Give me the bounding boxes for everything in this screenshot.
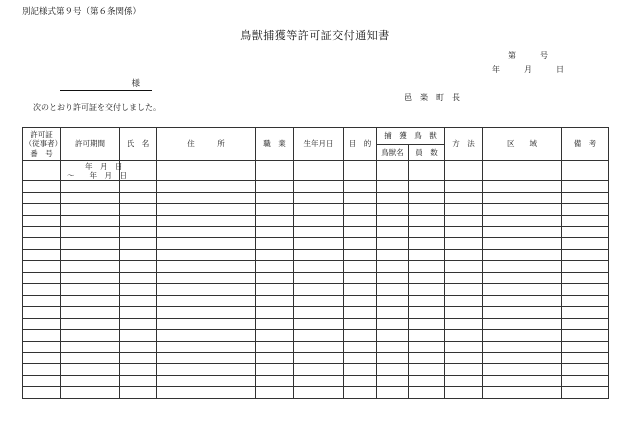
cell — [120, 215, 157, 226]
cell — [120, 181, 157, 192]
table-row — [23, 181, 609, 192]
cell — [61, 307, 120, 318]
cell — [445, 249, 483, 260]
header-count: 員 数 — [409, 144, 445, 161]
cell — [61, 352, 120, 363]
cell — [483, 215, 562, 226]
cell — [344, 204, 377, 215]
table-row — [23, 307, 609, 318]
table-row — [23, 261, 609, 272]
cell — [294, 204, 344, 215]
cell — [294, 261, 344, 272]
cell — [157, 330, 256, 341]
header-address: 住 所 — [157, 128, 256, 161]
cell — [120, 284, 157, 295]
cell — [120, 387, 157, 399]
cell — [483, 341, 562, 352]
cell — [120, 192, 157, 203]
cell — [23, 192, 61, 203]
cell — [445, 341, 483, 352]
cell — [445, 226, 483, 237]
cell — [562, 238, 609, 249]
cell — [61, 330, 120, 341]
cell — [483, 330, 562, 341]
cell — [445, 261, 483, 272]
cell — [562, 192, 609, 203]
cell — [61, 215, 120, 226]
cell — [377, 181, 409, 192]
cell — [483, 192, 562, 203]
header-species: 鳥獣名 — [377, 144, 409, 161]
table-row — [23, 272, 609, 283]
cell — [120, 341, 157, 352]
table-row — [23, 387, 609, 399]
cell — [562, 215, 609, 226]
cell — [61, 364, 120, 375]
cell — [157, 272, 256, 283]
cell — [562, 330, 609, 341]
cell — [445, 352, 483, 363]
header-method: 方 法 — [445, 128, 483, 161]
cell — [157, 204, 256, 215]
cell — [445, 284, 483, 295]
cell — [483, 204, 562, 215]
cell — [562, 181, 609, 192]
cell — [377, 307, 409, 318]
cell — [256, 295, 294, 306]
header-remarks: 備 考 — [562, 128, 609, 161]
cell — [562, 249, 609, 260]
table-row — [23, 226, 609, 237]
cell — [256, 238, 294, 249]
table-row — [23, 215, 609, 226]
table-row — [23, 238, 609, 249]
cell — [409, 307, 445, 318]
cell — [23, 261, 61, 272]
cell — [256, 330, 294, 341]
cell — [294, 330, 344, 341]
cell — [445, 318, 483, 329]
cell — [562, 295, 609, 306]
cell — [23, 375, 61, 386]
cell — [294, 249, 344, 260]
cell — [120, 272, 157, 283]
cell — [445, 161, 483, 181]
cell — [23, 387, 61, 399]
table-row — [23, 364, 609, 375]
cell — [23, 318, 61, 329]
cell — [256, 387, 294, 399]
cell — [445, 295, 483, 306]
cell — [23, 330, 61, 341]
cell — [120, 318, 157, 329]
cell — [344, 364, 377, 375]
cell — [409, 295, 445, 306]
cell — [483, 238, 562, 249]
cell — [256, 226, 294, 237]
cell — [120, 352, 157, 363]
cell — [157, 226, 256, 237]
cell — [409, 192, 445, 203]
header-permit-no: 許可証（従事者）番 号 — [23, 128, 61, 161]
cell — [294, 284, 344, 295]
cell — [344, 238, 377, 249]
table-row — [23, 295, 609, 306]
permit-table — [22, 127, 609, 399]
cell — [344, 341, 377, 352]
cell — [409, 375, 445, 386]
cell — [445, 387, 483, 399]
cell — [344, 387, 377, 399]
table-row — [23, 249, 609, 260]
cell — [61, 284, 120, 295]
cell — [256, 204, 294, 215]
cell — [377, 295, 409, 306]
cell — [256, 161, 294, 181]
cell — [483, 272, 562, 283]
cell — [294, 307, 344, 318]
cell — [294, 375, 344, 386]
cell — [344, 295, 377, 306]
cell — [294, 364, 344, 375]
cell — [61, 226, 120, 237]
cell — [256, 215, 294, 226]
document-title: 鳥獣捕獲等許可証交付通知書 — [240, 29, 390, 42]
cell — [445, 330, 483, 341]
cell — [409, 364, 445, 375]
cell — [483, 284, 562, 295]
cell — [562, 272, 609, 283]
cell — [377, 261, 409, 272]
cell — [294, 238, 344, 249]
cell — [294, 295, 344, 306]
cell — [409, 272, 445, 283]
cell — [483, 249, 562, 260]
cell — [61, 341, 120, 352]
cell — [409, 215, 445, 226]
cell — [294, 387, 344, 399]
cell — [256, 341, 294, 352]
cell — [445, 181, 483, 192]
cell — [483, 352, 562, 363]
header-birthdate: 生年月日 — [294, 128, 344, 161]
cell — [23, 284, 61, 295]
cell — [483, 226, 562, 237]
cell — [157, 215, 256, 226]
table-row — [23, 192, 609, 203]
cell — [256, 375, 294, 386]
cell — [562, 226, 609, 237]
cell — [61, 249, 120, 260]
cell — [445, 204, 483, 215]
cell — [23, 181, 61, 192]
cell — [483, 387, 562, 399]
cell — [483, 375, 562, 386]
period-start: 年 月 日 — [85, 162, 123, 172]
header-purpose: 目 的 — [344, 128, 377, 161]
cell — [256, 307, 294, 318]
cell — [377, 204, 409, 215]
cell — [256, 364, 294, 375]
cell — [344, 352, 377, 363]
cell — [23, 272, 61, 283]
cell — [23, 249, 61, 260]
cell — [344, 215, 377, 226]
cell — [23, 204, 61, 215]
cell — [61, 295, 120, 306]
cell — [23, 341, 61, 352]
cell — [120, 249, 157, 260]
header-name: 氏 名 — [120, 128, 157, 161]
document-date: 年 月 日 — [492, 65, 564, 74]
cell — [562, 375, 609, 386]
cell — [294, 192, 344, 203]
cell — [445, 215, 483, 226]
cell — [256, 181, 294, 192]
cell — [294, 341, 344, 352]
table-row — [23, 284, 609, 295]
cell — [409, 181, 445, 192]
cell — [445, 272, 483, 283]
cell — [61, 272, 120, 283]
sender-title: 邑 楽 町 長 — [404, 93, 460, 102]
table-row — [23, 375, 609, 386]
cell — [256, 318, 294, 329]
cell — [157, 295, 256, 306]
cell — [23, 238, 61, 249]
cell — [61, 261, 120, 272]
cell — [409, 226, 445, 237]
cell — [562, 364, 609, 375]
cell — [377, 387, 409, 399]
cell — [377, 226, 409, 237]
cell — [120, 204, 157, 215]
cell — [157, 364, 256, 375]
cell — [377, 375, 409, 386]
intro-text: 次のとおり許可証を交付しました。 — [33, 103, 161, 112]
cell — [157, 238, 256, 249]
cell — [344, 318, 377, 329]
cell — [409, 261, 445, 272]
header-occupation: 職 業 — [256, 128, 294, 161]
cell — [344, 192, 377, 203]
cell — [377, 161, 409, 181]
cell — [377, 318, 409, 329]
cell — [157, 261, 256, 272]
cell — [294, 181, 344, 192]
cell — [562, 161, 609, 181]
cell — [483, 364, 562, 375]
cell — [377, 249, 409, 260]
cell — [445, 238, 483, 249]
cell — [120, 307, 157, 318]
cell — [409, 318, 445, 329]
cell — [256, 352, 294, 363]
cell — [157, 181, 256, 192]
cell — [377, 284, 409, 295]
cell — [120, 364, 157, 375]
cell — [377, 238, 409, 249]
header-capture: 捕 獲 鳥 獣 — [377, 128, 445, 145]
cell — [256, 272, 294, 283]
cell — [344, 307, 377, 318]
cell — [344, 226, 377, 237]
cell — [445, 364, 483, 375]
cell — [377, 364, 409, 375]
cell — [294, 352, 344, 363]
cell — [294, 318, 344, 329]
cell — [61, 181, 120, 192]
cell — [23, 161, 61, 181]
cell — [61, 238, 120, 249]
cell — [562, 261, 609, 272]
cell — [409, 330, 445, 341]
cell — [294, 215, 344, 226]
cell — [256, 261, 294, 272]
cell — [483, 318, 562, 329]
cell — [23, 226, 61, 237]
cell — [377, 341, 409, 352]
cell — [483, 295, 562, 306]
cell — [294, 226, 344, 237]
cell — [120, 226, 157, 237]
cell — [157, 192, 256, 203]
cell — [562, 284, 609, 295]
cell — [120, 375, 157, 386]
cell — [61, 318, 120, 329]
cell — [256, 284, 294, 295]
cell — [562, 352, 609, 363]
addressee-suffix: 様 — [131, 79, 140, 89]
cell — [344, 284, 377, 295]
cell — [157, 341, 256, 352]
table-row — [23, 318, 609, 329]
cell — [157, 249, 256, 260]
header-area: 区 域 — [483, 128, 562, 161]
cell — [157, 318, 256, 329]
cell — [344, 181, 377, 192]
cell — [157, 352, 256, 363]
cell — [61, 204, 120, 215]
cell — [445, 307, 483, 318]
table-row — [23, 352, 609, 363]
cell — [120, 238, 157, 249]
addressee-line — [60, 80, 152, 91]
cell — [409, 238, 445, 249]
cell — [377, 352, 409, 363]
cell — [409, 387, 445, 399]
period-end: ～ 年 月 日 — [67, 171, 127, 181]
cell — [157, 284, 256, 295]
cell — [562, 204, 609, 215]
cell — [157, 161, 256, 181]
cell — [157, 375, 256, 386]
cell — [377, 272, 409, 283]
cell — [294, 272, 344, 283]
cell — [344, 272, 377, 283]
cell — [562, 318, 609, 329]
table-row — [23, 341, 609, 352]
cell — [377, 215, 409, 226]
cell — [344, 161, 377, 181]
cell — [344, 375, 377, 386]
cell — [562, 307, 609, 318]
cell — [409, 284, 445, 295]
cell — [344, 249, 377, 260]
cell — [120, 330, 157, 341]
cell — [294, 161, 344, 181]
table-row — [23, 330, 609, 341]
cell — [562, 341, 609, 352]
cell — [409, 352, 445, 363]
cell — [409, 204, 445, 215]
cell — [483, 307, 562, 318]
cell — [61, 387, 120, 399]
cell — [409, 161, 445, 181]
cell — [23, 352, 61, 363]
cell — [61, 375, 120, 386]
cell — [256, 192, 294, 203]
cell — [120, 295, 157, 306]
cell — [483, 161, 562, 181]
cell — [409, 341, 445, 352]
cell — [120, 261, 157, 272]
cell — [157, 307, 256, 318]
cell — [23, 295, 61, 306]
form-label: 別記様式第９号（第６条関係） — [22, 7, 142, 17]
cell — [157, 387, 256, 399]
table-row — [23, 204, 609, 215]
cell — [445, 375, 483, 386]
cell — [483, 181, 562, 192]
cell — [483, 261, 562, 272]
cell — [562, 387, 609, 399]
cell — [445, 192, 483, 203]
cell — [23, 215, 61, 226]
document-number: 第 号 — [508, 51, 548, 60]
cell — [61, 192, 120, 203]
period-cell — [61, 161, 127, 181]
cell — [23, 307, 61, 318]
header-period: 許可期間 — [61, 128, 120, 161]
cell — [256, 249, 294, 260]
cell — [344, 330, 377, 341]
cell — [23, 364, 61, 375]
cell — [409, 249, 445, 260]
cell — [344, 261, 377, 272]
cell — [377, 330, 409, 341]
cell — [377, 192, 409, 203]
